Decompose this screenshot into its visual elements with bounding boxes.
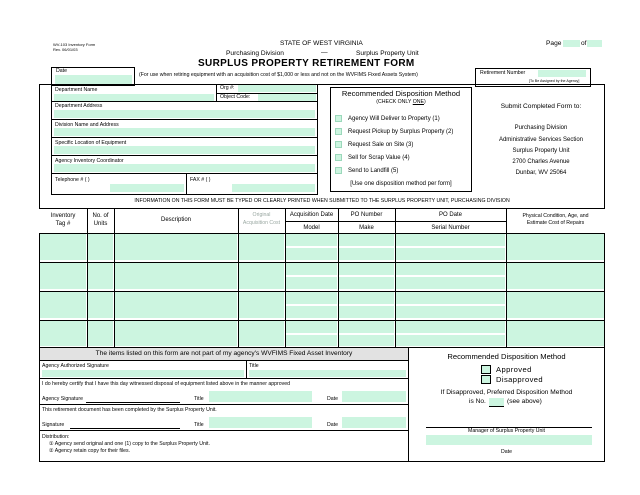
checkbox-option-5[interactable] bbox=[335, 167, 342, 174]
serial-number-cell[interactable] bbox=[396, 248, 505, 260]
col-condition-1: Physical Condition, Age, and bbox=[522, 213, 589, 219]
option-5-label: Send to Landfill (5) bbox=[348, 168, 399, 174]
col-description: Description bbox=[160, 217, 191, 223]
page-total-field[interactable] bbox=[587, 40, 602, 47]
see-above-label: (see above) bbox=[507, 398, 542, 405]
fax-label: FAX # ( ) bbox=[190, 177, 211, 183]
department-name-field[interactable] bbox=[54, 94, 214, 101]
check-only-note bbox=[330, 100, 472, 105]
po-date-cell[interactable] bbox=[396, 263, 505, 275]
form-id: WV-103 Inventory Form bbox=[53, 42, 96, 47]
po-number-cell[interactable] bbox=[339, 321, 394, 333]
serial-number-cell[interactable] bbox=[396, 306, 505, 318]
telephone-field[interactable] bbox=[110, 184, 184, 192]
inventory-tag-cell[interactable] bbox=[40, 234, 86, 260]
option-4-label: Sell for Scrap Value (4) bbox=[348, 155, 410, 161]
condition-cell[interactable] bbox=[507, 234, 604, 260]
condition-cell[interactable] bbox=[507, 263, 604, 289]
auth-title-field[interactable] bbox=[249, 370, 406, 377]
agency-sig-date-field[interactable] bbox=[342, 391, 406, 402]
fax-field[interactable] bbox=[232, 184, 315, 192]
model-cell[interactable] bbox=[286, 248, 337, 260]
approved-label: Approved bbox=[496, 365, 532, 374]
serial-number-cell[interactable] bbox=[396, 277, 505, 289]
submit-title: Submit Completed Form to: bbox=[500, 103, 582, 110]
inventory-tag-cell[interactable] bbox=[40, 321, 86, 346]
division-left: Purchasing Division bbox=[226, 50, 284, 57]
state-heading: STATE OF WEST VIRGINIA bbox=[280, 40, 363, 47]
acq-date-cell[interactable] bbox=[286, 292, 337, 304]
units-cell[interactable] bbox=[88, 292, 113, 318]
original-cost-cell[interactable] bbox=[239, 292, 284, 318]
col-condition-2: Estimate Cost of Repairs bbox=[526, 220, 585, 226]
division-name-label: Division Name and Address bbox=[55, 122, 119, 128]
object-code-field[interactable] bbox=[258, 94, 316, 101]
certify-text: I do hereby certify that I have this day witnessed disposal of equipment listed above in the manner approved bbox=[42, 381, 290, 387]
department-address-field[interactable] bbox=[54, 110, 315, 118]
completed-text: This retirement document has been completed by the Surplus Property Unit. bbox=[42, 407, 217, 413]
department-name-label: Department Name bbox=[55, 87, 98, 93]
po-number-cell[interactable] bbox=[339, 234, 394, 246]
agency-sig-date-label: Date bbox=[327, 396, 338, 402]
agency-sig-title-label: Title bbox=[194, 396, 204, 402]
completed-date-field[interactable] bbox=[342, 417, 406, 428]
acq-date-cell[interactable] bbox=[286, 234, 337, 246]
disposition-title: Recommended Disposition Method bbox=[341, 89, 461, 98]
submit-line-1: Purchasing Division bbox=[514, 125, 568, 131]
manager-signature-field[interactable] bbox=[426, 435, 592, 445]
auth-title-label: Title bbox=[249, 363, 259, 369]
inventory-tag-cell[interactable] bbox=[40, 292, 86, 318]
description-cell[interactable] bbox=[115, 292, 237, 318]
approval-date-label: Date bbox=[501, 449, 512, 455]
submit-line-3: Surplus Property Unit bbox=[512, 148, 570, 154]
specific-location-field[interactable] bbox=[54, 146, 315, 154]
po-date-cell[interactable] bbox=[396, 321, 505, 333]
agency-signature-label: Agency Signature bbox=[42, 396, 83, 402]
submit-line-4: 2700 Charles Avenue bbox=[512, 159, 570, 165]
completed-title-field[interactable] bbox=[209, 417, 312, 428]
authorized-signature-label: Agency Authorized Signature bbox=[42, 363, 109, 369]
model-cell[interactable] bbox=[286, 306, 337, 318]
typed-notice: INFORMATION ON THIS FORM MUST BE TYPED OR CLEARLY PRINTED WHEN SUBMITTED TO THE SURPLUS PROPERTY UNIT, PURCHASING DIVISION bbox=[134, 198, 510, 204]
manager-label: Manager of Surplus Property Unit bbox=[468, 428, 545, 434]
make-cell[interactable] bbox=[339, 277, 394, 289]
is-no-label: is No. bbox=[469, 398, 486, 405]
distribution-item-1: ① Agency send original and one (1) copy to the Surplus Property Unit. bbox=[49, 441, 210, 447]
approval-title: Recommended Disposition Method bbox=[447, 352, 566, 361]
col-original-2: Acquisition Cost bbox=[242, 220, 281, 226]
po-number-cell[interactable] bbox=[339, 292, 394, 304]
retirement-number-field[interactable] bbox=[538, 70, 586, 77]
revision: Rev. 06/01/03 bbox=[53, 47, 78, 52]
col-make: Make bbox=[359, 225, 374, 231]
checkbox-option-2[interactable] bbox=[335, 128, 342, 135]
org-number-label: Org #: bbox=[220, 85, 235, 91]
division-right: Surplus Property Unit bbox=[356, 50, 419, 57]
acq-date-cell[interactable] bbox=[286, 321, 337, 333]
disposition-footer: [Use one disposition method per form] bbox=[350, 181, 452, 187]
object-code-label: Object Code: bbox=[220, 94, 251, 100]
page-number-field[interactable] bbox=[563, 40, 580, 47]
units-cell[interactable] bbox=[88, 321, 113, 346]
serial-number-cell[interactable] bbox=[396, 335, 505, 346]
specific-location-label: Specific Location of Equipment bbox=[55, 140, 127, 146]
option-1-label: Agency Will Deliver to Property (1) bbox=[348, 116, 440, 122]
condition-cell[interactable] bbox=[507, 321, 604, 346]
col-original-1: Original bbox=[252, 212, 271, 218]
col-serial-number: Serial Number bbox=[431, 225, 470, 231]
retirement-number-label: Retirement Number bbox=[480, 70, 526, 76]
inventory-tag-cell[interactable] bbox=[40, 263, 86, 289]
make-cell[interactable] bbox=[339, 335, 394, 346]
signature-label: Signature bbox=[42, 422, 65, 428]
telephone-label: Telephone # ( ) bbox=[55, 177, 90, 183]
po-date-cell[interactable] bbox=[396, 234, 505, 246]
description-cell[interactable] bbox=[115, 321, 237, 346]
description-cell[interactable] bbox=[115, 263, 237, 289]
department-address-label: Department Address bbox=[55, 103, 103, 109]
submit-line-5: Dunbar, WV 25064 bbox=[515, 170, 567, 176]
completed-date-label: Date bbox=[327, 422, 338, 428]
inventory-coordinator-label: Agency Inventory Coordinator bbox=[55, 158, 124, 164]
col-acq-date: Acquisition Date bbox=[289, 212, 334, 218]
col-units-1: No. of bbox=[92, 213, 109, 219]
page-label: Page bbox=[546, 40, 562, 47]
check-only-prefix: (CHECK ONLY bbox=[376, 99, 413, 105]
original-cost-cell[interactable] bbox=[239, 321, 284, 346]
checkbox-option-4[interactable] bbox=[335, 154, 342, 161]
units-cell[interactable] bbox=[88, 263, 113, 289]
po-date-cell[interactable] bbox=[396, 292, 505, 304]
page-of-label: of bbox=[581, 40, 587, 47]
division-name-field[interactable] bbox=[54, 128, 315, 136]
if-disapproved-text: If Disapproved, Preferred Disposition Method bbox=[440, 389, 573, 396]
description-cell[interactable] bbox=[115, 234, 237, 260]
option-2-label: Request Pickup by Surplus Property (2) bbox=[348, 129, 454, 135]
retirement-number-note: [To Be Assigned by the Agency] bbox=[529, 79, 580, 83]
preferred-method-field[interactable] bbox=[489, 398, 504, 406]
col-po-number: PO Number bbox=[350, 212, 383, 218]
model-cell[interactable] bbox=[286, 335, 337, 346]
original-cost-cell[interactable] bbox=[239, 263, 284, 289]
checkbox-option-3[interactable] bbox=[335, 141, 342, 148]
col-po-date: PO Date bbox=[438, 212, 462, 218]
completed-title-label: Title bbox=[194, 422, 204, 428]
po-number-cell[interactable] bbox=[339, 263, 394, 275]
condition-cell[interactable] bbox=[507, 292, 604, 318]
distribution-title: Distribution: bbox=[42, 434, 70, 440]
make-cell[interactable] bbox=[339, 248, 394, 260]
agency-sig-title-field[interactable] bbox=[209, 391, 312, 402]
make-cell[interactable] bbox=[339, 306, 394, 318]
model-cell[interactable] bbox=[286, 277, 337, 289]
checkbox-option-1[interactable] bbox=[335, 115, 342, 122]
form-instruction: (For use when retiring equipment with an acquisition cost of $1,000 or less and not on the WVFIMS Fixed Assets System) bbox=[139, 72, 418, 78]
acq-date-cell[interactable] bbox=[286, 263, 337, 275]
check-only-word: ONE bbox=[412, 99, 424, 105]
approved-checkbox[interactable] bbox=[481, 365, 491, 374]
submit-line-2: Administrative Services Section bbox=[498, 137, 584, 143]
date-label: Date bbox=[56, 68, 67, 74]
units-cell[interactable] bbox=[88, 234, 113, 260]
col-inventory-tag-2: Tag # bbox=[55, 221, 71, 227]
col-units-2: Units bbox=[93, 221, 108, 227]
distribution-item-2: ② Agency retain copy for their files. bbox=[49, 448, 131, 454]
form-title: SURPLUS PROPERTY RETIREMENT FORM bbox=[198, 58, 415, 69]
check-only-suffix: ) bbox=[423, 99, 426, 105]
authorized-signature-field[interactable] bbox=[42, 370, 244, 377]
org-number-field[interactable] bbox=[238, 85, 316, 92]
date-field[interactable] bbox=[55, 75, 132, 84]
disapproved-checkbox[interactable] bbox=[481, 375, 491, 384]
header-separator: — bbox=[321, 49, 328, 56]
certification-banner: The items listed on this form are not part of my agency's WVFIMS Fixed Asset Inventory bbox=[95, 350, 353, 357]
original-cost-cell[interactable] bbox=[239, 234, 284, 260]
disapproved-label: Disapproved bbox=[496, 375, 544, 384]
col-model: Model bbox=[303, 225, 320, 231]
col-inventory-tag-1: Inventory bbox=[50, 213, 76, 219]
option-3-label: Request Sale on Site (3) bbox=[348, 142, 414, 148]
inventory-coordinator-field[interactable] bbox=[54, 164, 315, 172]
